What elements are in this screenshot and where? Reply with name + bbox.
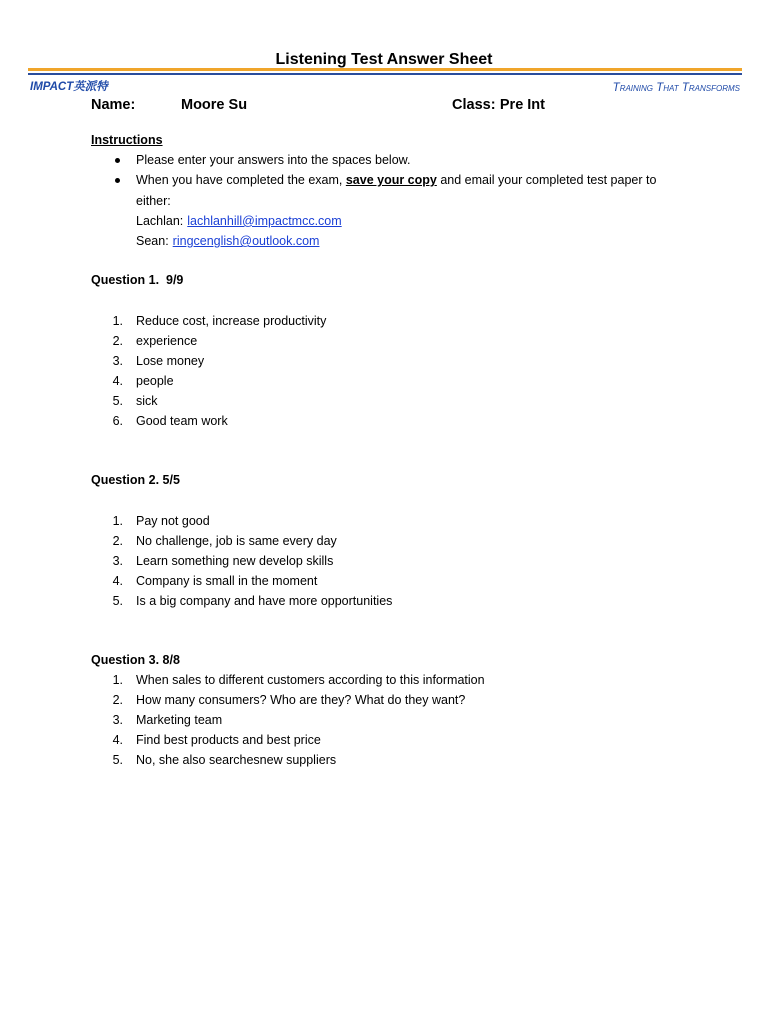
header-rule-blue: [28, 73, 742, 75]
answer-number: 3.: [112, 554, 123, 568]
answer-number: 2.: [112, 693, 123, 707]
instruction-item: [0, 150, 768, 170]
answer-number: 4.: [112, 733, 123, 747]
student-info-row: [0, 95, 768, 115]
answer-text: Lose money: [136, 354, 205, 368]
question-3-heading: Question 3. 8/8: [91, 653, 180, 667]
answer-number: 4.: [112, 374, 123, 388]
email-link-lachlan[interactable]: lachlanhill@impactmcc.com: [187, 213, 342, 228]
answer-number: 2.: [112, 334, 123, 348]
instructions-heading: Instructions: [91, 133, 163, 147]
instruction-continuation: [0, 191, 768, 211]
question-3-answers: [0, 670, 768, 770]
contact-line: [0, 211, 768, 231]
instruction-text: and email your completed test paper to: [436, 173, 657, 188]
answer-number: 1.: [112, 314, 123, 328]
bullet-icon: [115, 158, 120, 163]
answer-number: 1.: [112, 673, 123, 687]
question-1-heading: Question 1. 9/9: [91, 273, 184, 287]
answer-text: Company is small in the moment: [136, 574, 318, 588]
instruction-emphasis: save your copy: [345, 173, 437, 188]
answer-item: [0, 551, 768, 571]
answer-number: 5.: [112, 394, 123, 408]
class-info: [452, 95, 545, 115]
header-rule-orange: [28, 68, 742, 71]
answer-text: Learn something new develop skills: [136, 554, 334, 568]
contact-label: Sean:: [136, 234, 169, 248]
answer-item: [0, 351, 768, 371]
document-title: Listening Test Answer Sheet: [275, 51, 493, 68]
answer-number: 5.: [112, 594, 123, 608]
email-link-sean[interactable]: ringcenglish@outlook.com: [172, 234, 320, 248]
answer-number: 3.: [112, 354, 123, 368]
answer-item: [0, 531, 768, 551]
answer-item: [0, 571, 768, 591]
answer-text: No challenge, job is same every day: [136, 534, 337, 548]
answer-item: [0, 690, 768, 710]
answer-number: 6.: [112, 414, 123, 428]
answer-text: Reduce cost, increase productivity: [136, 314, 327, 328]
answer-item: [0, 670, 768, 690]
contact-line: [0, 231, 768, 251]
instruction-text: Please enter your answers into the spaces below.: [136, 153, 411, 167]
instruction-text: either:: [136, 193, 171, 208]
question-1-answers: [0, 311, 768, 431]
answer-text: Find best products and best price: [136, 733, 321, 747]
answer-item: [0, 591, 768, 611]
contact-label: Lachlan:: [136, 213, 184, 228]
class-label: Class:: [452, 97, 496, 113]
answer-item: [0, 511, 768, 531]
answer-item: [0, 710, 768, 730]
answer-item: [0, 730, 768, 750]
answer-text: Good team work: [136, 414, 228, 428]
answer-text: Pay not good: [136, 514, 210, 528]
instructions-list: [0, 150, 768, 251]
answer-text: Marketing team: [136, 713, 223, 727]
answer-text: experience: [136, 334, 198, 348]
student-name: Moore Su: [181, 97, 248, 113]
brand-tagline: Training That Transforms: [612, 82, 740, 94]
question-2-answers: [0, 511, 768, 611]
answer-text: people: [136, 374, 174, 388]
instruction-item: [0, 170, 768, 190]
answer-item: [0, 750, 768, 770]
answer-text: No, she also searchesnew suppliers: [136, 753, 337, 767]
answer-text: How many consumers? Who are they? What do they want?: [136, 693, 466, 707]
brand-logo-text: IMPACT英派特: [30, 81, 108, 93]
answer-item: [0, 411, 768, 431]
answer-text: Is a big company and have more opportunities: [136, 594, 393, 608]
instruction-text: When you have completed the exam,: [136, 173, 346, 188]
answer-number: 5.: [112, 753, 123, 767]
bullet-icon: [115, 178, 120, 183]
answer-item: [0, 371, 768, 391]
name-label: Name:: [91, 97, 136, 113]
answer-item: [0, 331, 768, 351]
answer-text: When sales to different customers according to this information: [136, 673, 485, 687]
answer-item: [0, 391, 768, 411]
question-2-heading: Question 2. 5/5: [91, 473, 180, 487]
answer-number: 3.: [112, 713, 123, 727]
answer-text: sick: [136, 394, 158, 408]
class-value: Pre Int: [499, 97, 545, 113]
answer-number: 4.: [112, 574, 123, 588]
answer-number: 2.: [112, 534, 123, 548]
answer-item: [0, 311, 768, 331]
answer-number: 1.: [112, 514, 123, 528]
